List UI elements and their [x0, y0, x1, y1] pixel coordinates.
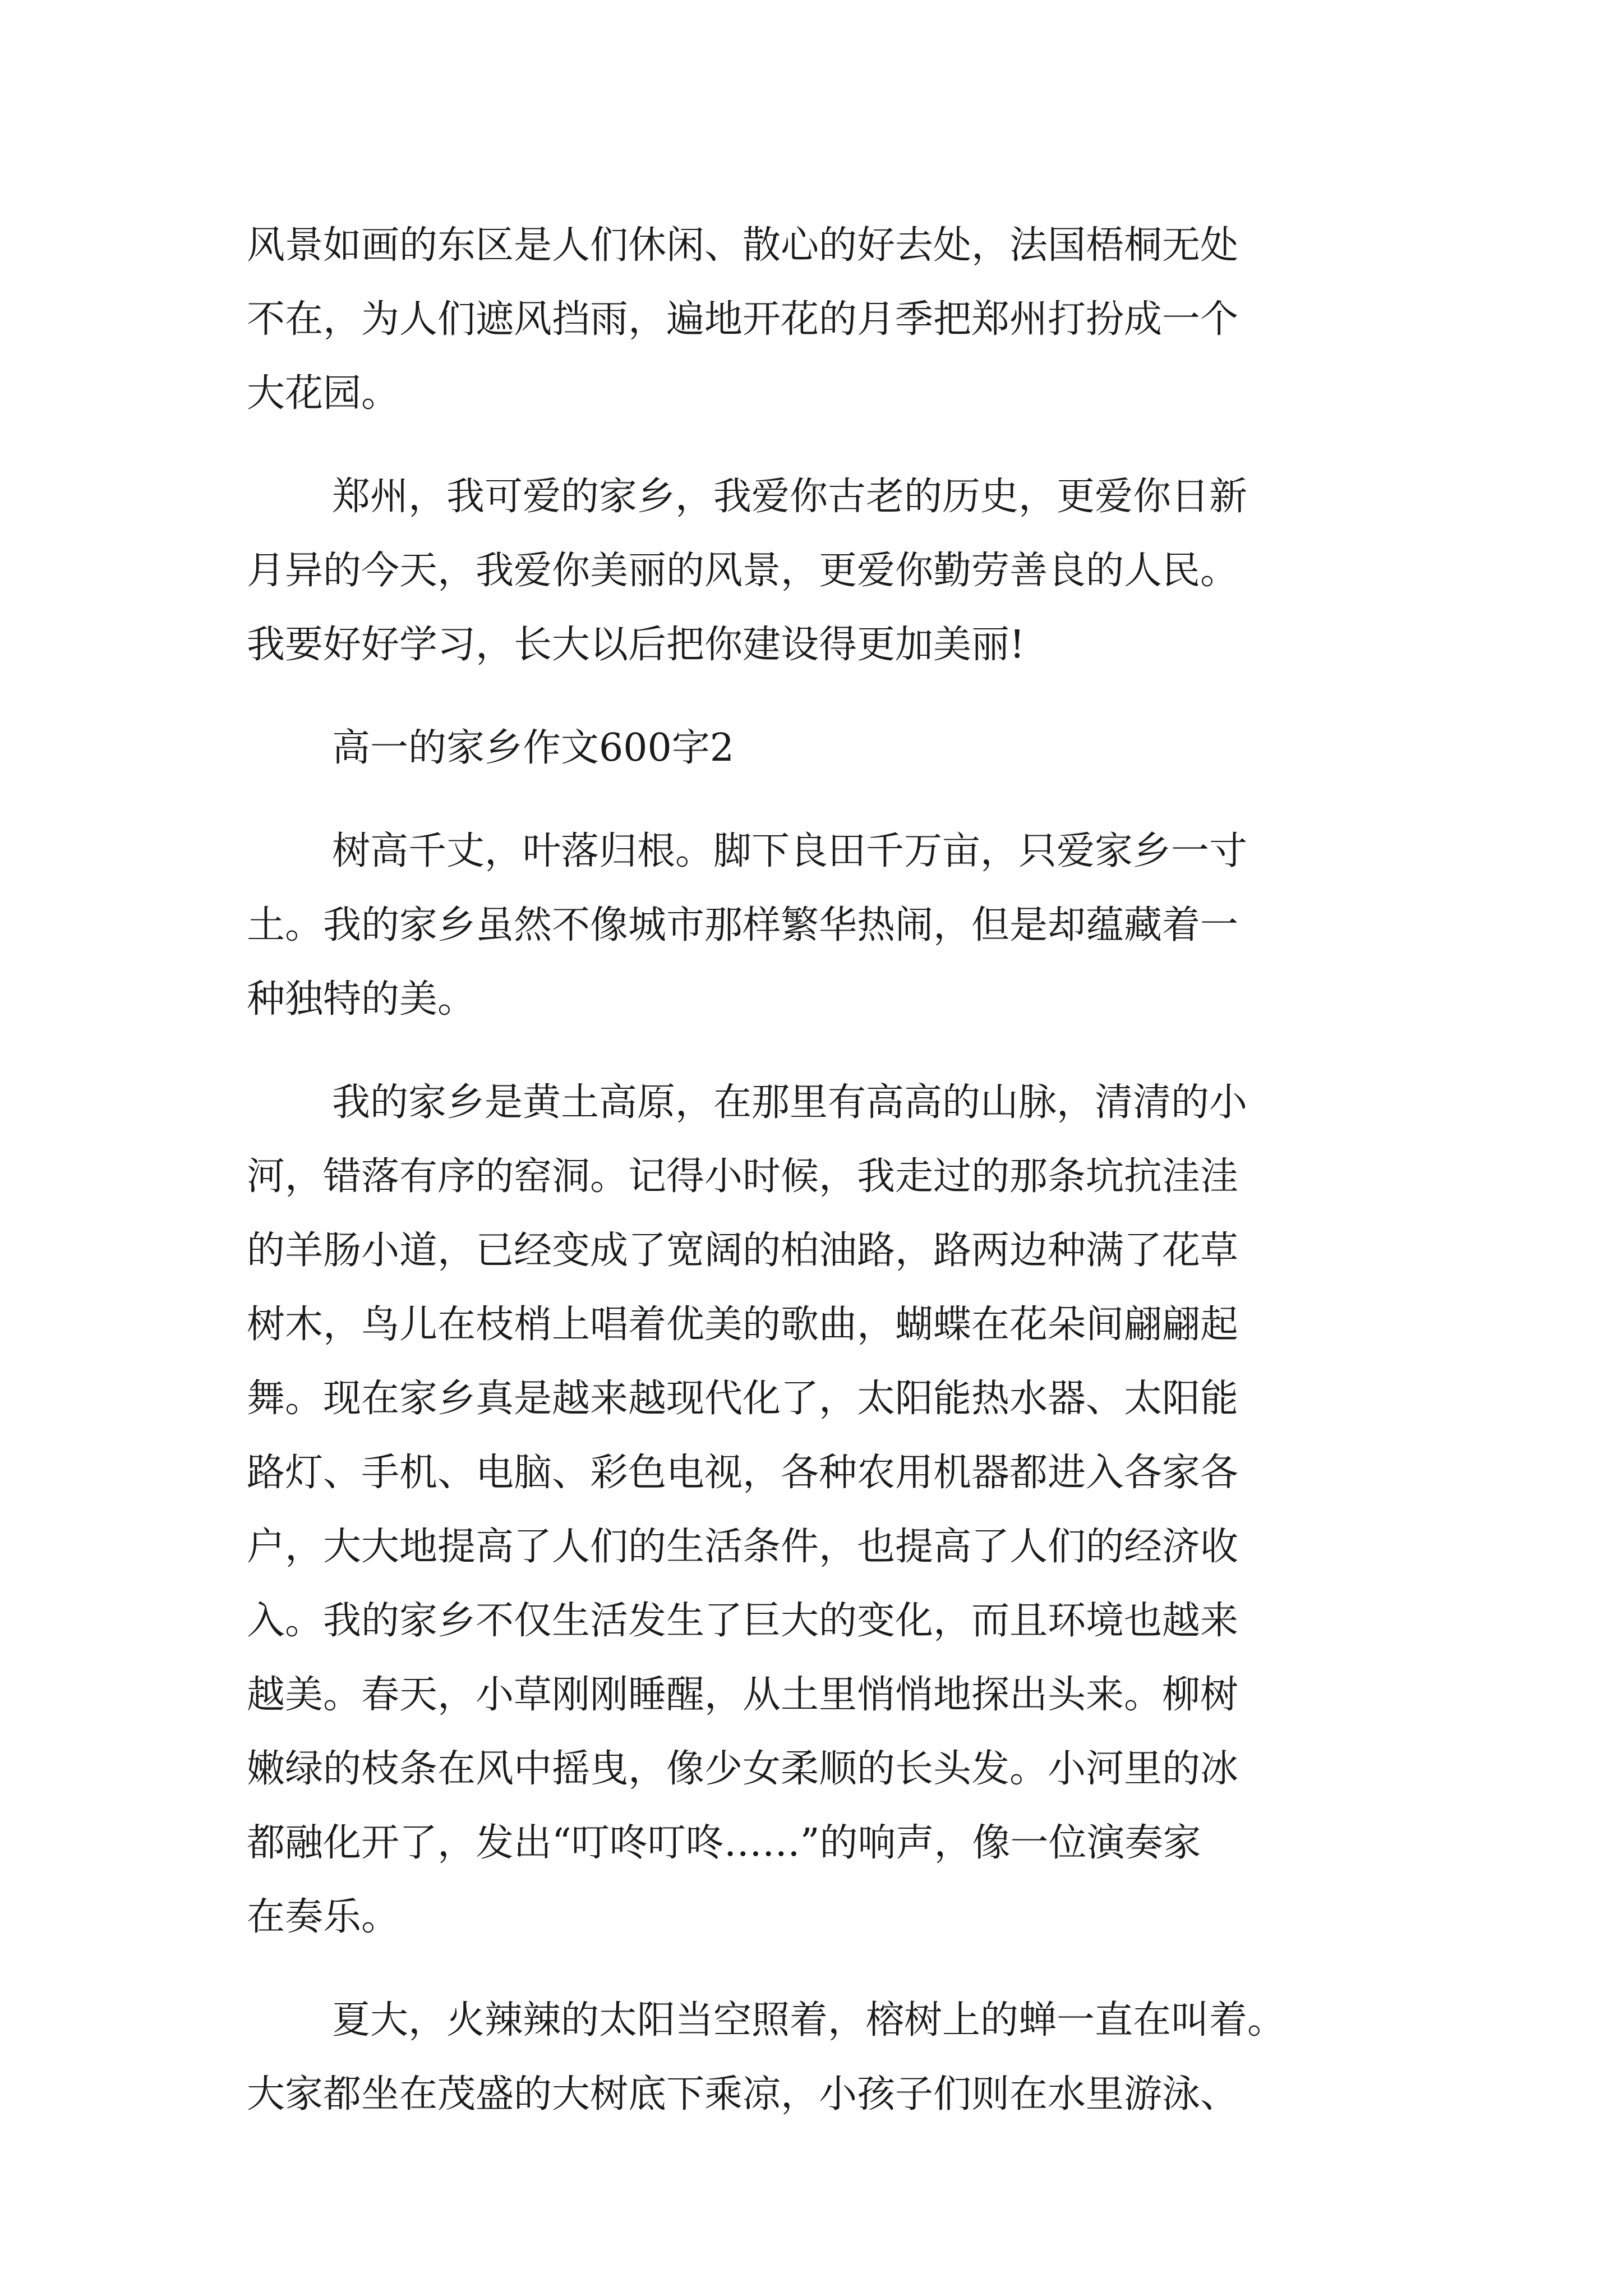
text-line: 入。我的家乡不仅生活发生了巨大的变化，而且环境也越来	[247, 1599, 1239, 1643]
section-heading: 高一的家乡作文600字2	[332, 726, 735, 770]
paragraph-start: 夏大，火辣辣的太阳当空照着，榕树上的蝉一直在叫着。	[332, 1998, 1286, 2042]
text-line: 的羊肠小道，已经变成了宽阔的柏油路，路两边种满了花草	[247, 1228, 1239, 1273]
text-line: 风景如画的东区是人们休闲、散心的好去处，法国梧桐无处	[247, 223, 1239, 268]
paragraph-start: 我的家乡是黄土高原，在那里有高高的山脉，清清的小	[332, 1080, 1248, 1125]
text-line: 越美。春天，小草刚刚睡醒，从土里悄悄地探出头来。柳树	[247, 1673, 1239, 1717]
text-line: 种独特的美。	[247, 977, 476, 1022]
text-line: 我要好好学习，长大以后把你建设得更加美丽!	[247, 623, 1025, 667]
paragraph-start: 树高千丈，叶落归根。脚下良田千万亩，只爱家乡一寸	[332, 829, 1248, 873]
text-line: 土。我的家乡虽然不像城市那样繁华热闹，但是却蕴藏着一	[247, 903, 1239, 947]
text-line: 舞。现在家乡真是越来越现代化了，太阳能热水器、太阳能	[247, 1377, 1239, 1421]
text-line: 树木，鸟儿在枝梢上唱着优美的歌曲，蝴蝶在花朵间翩翩起	[247, 1303, 1239, 1347]
text-line: 嫩绿的枝条在风中摇曳，像少女柔顺的长头发。小河里的冰	[247, 1747, 1239, 1791]
text-line: 大家都坐在茂盛的大树底下乘凉，小孩子们则在水里游泳、	[247, 2072, 1239, 2116]
text-line: 路灯、手机、电脑、彩色电视，各种农用机器都进入各家各	[247, 1451, 1239, 1495]
text-line: 在奏乐。	[247, 1895, 400, 1939]
paragraph-start: 郑州，我可爱的家乡，我爱你古老的历史，更爱你日新	[332, 475, 1248, 519]
text-line: 大花园。	[247, 371, 400, 416]
document-body	[247, 209, 1385, 2132]
text-line: 河，错落有序的窑洞。记得小时候，我走过的那条坑抗洼洼	[247, 1154, 1239, 1199]
text-line: 都融化开了，发出“叮咚叮咚……”的响声，像一位演奏家	[247, 1821, 1201, 1865]
text-line: 户，大大地提高了人们的生活条件，也提高了人们的经济收	[247, 1525, 1239, 1569]
text-line: 不在，为人们遮风挡雨，遍地开花的月季把郑州打扮成一个	[247, 297, 1239, 342]
text-line: 月异的今天，我爱你美丽的风景，更爱你勤劳善良的人民。	[247, 549, 1239, 593]
